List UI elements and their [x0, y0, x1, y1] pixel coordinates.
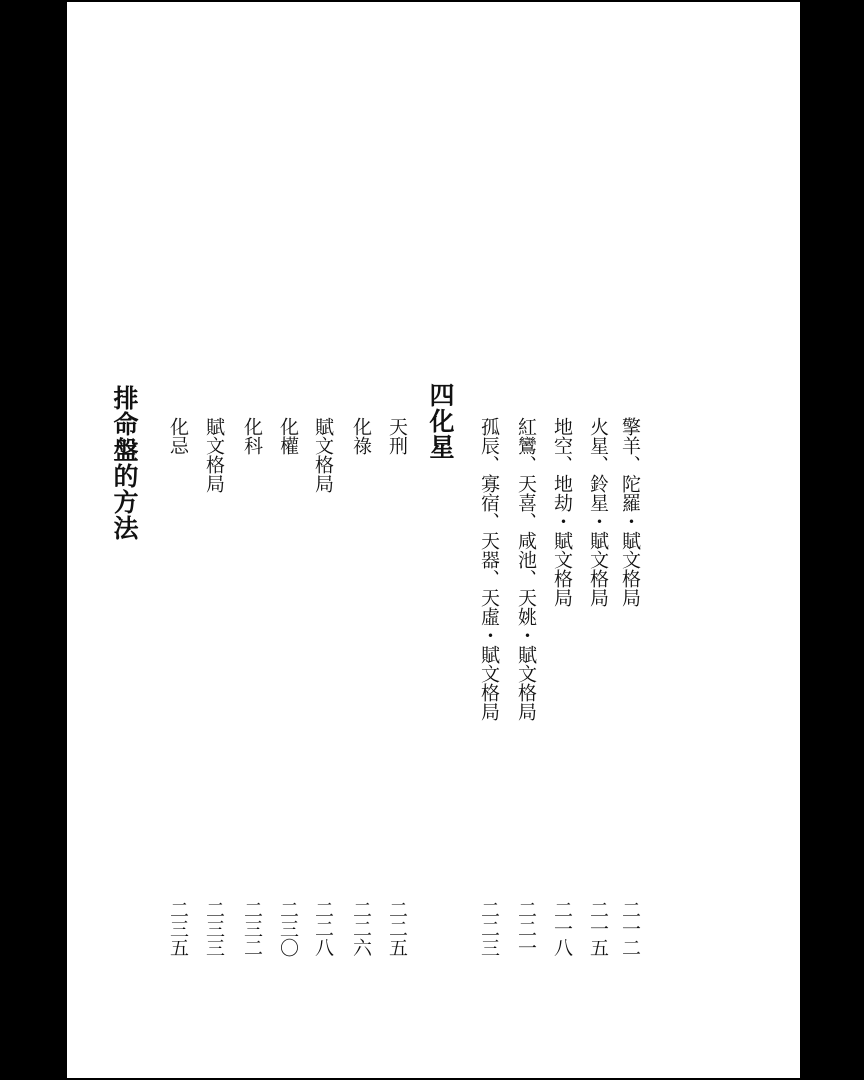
book-page — [67, 2, 800, 1078]
toc-entry — [387, 417, 406, 957]
toc-entry-page: 二二一 — [515, 900, 537, 957]
section-heading: 排命盤的方法 — [110, 385, 139, 541]
toc-entry-title: 天刑 — [386, 417, 408, 455]
toc-entry-title: 紅鸞、天喜、咸池、天姚・賦文格局 — [515, 417, 537, 721]
toc-entry — [552, 417, 571, 957]
toc-entry — [204, 417, 223, 957]
toc-entry — [313, 417, 332, 957]
toc-entry — [516, 417, 535, 957]
toc-entry-title: 賦文格局 — [312, 417, 334, 493]
toc-entry-title: 化權 — [277, 417, 299, 455]
section-heading: 四化星 — [426, 382, 455, 460]
toc-entry — [242, 417, 261, 957]
toc-entry-title: 賦文格局 — [203, 417, 225, 493]
toc-entry-page: 二三三 — [203, 900, 225, 957]
toc-entry-page: 二三二 — [241, 900, 263, 957]
toc-entry-title: 化祿 — [350, 417, 372, 455]
toc-entry — [278, 417, 297, 957]
toc-entry-title: 火星、鈴星・賦文格局 — [587, 417, 609, 607]
toc-entry-title: 地空、地劫・賦文格局 — [551, 417, 573, 607]
toc-entry — [351, 417, 370, 957]
toc-entry — [588, 417, 607, 957]
toc-entry — [168, 417, 187, 957]
toc-entry-page: 二一二 — [619, 900, 641, 957]
toc-entry — [620, 417, 639, 957]
toc-entry-title: 擎羊、陀羅・賦文格局 — [619, 417, 641, 607]
toc-entry-page: 二三五 — [167, 900, 189, 957]
toc-entry-page: 二二六 — [350, 900, 372, 957]
toc-entry-page: 二二五 — [386, 900, 408, 957]
toc-entry-page: 二一八 — [551, 900, 573, 957]
toc-entry-title: 孤辰、寡宿、天器、天虛・賦文格局 — [478, 417, 500, 721]
toc-entry-page: 二二三 — [478, 900, 500, 957]
toc-entry-page: 二二八 — [312, 900, 334, 957]
toc-entry-page: 二三〇 — [277, 900, 299, 957]
toc-entry-page: 二一五 — [587, 900, 609, 957]
toc-entry-title: 化忌 — [167, 417, 189, 455]
toc-entry — [479, 417, 498, 957]
toc-entry-title: 化科 — [241, 417, 263, 455]
